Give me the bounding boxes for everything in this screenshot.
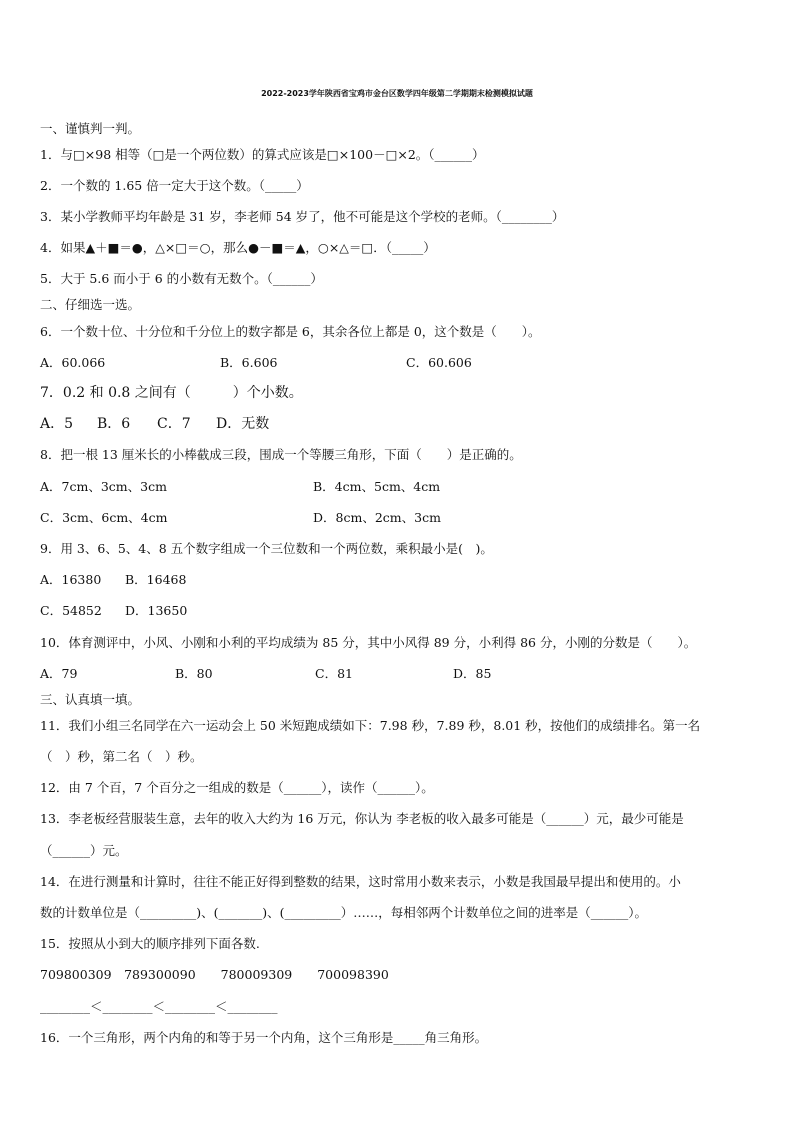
section-1-heading: 一、谨慎判一判。 — [40, 121, 141, 136]
question-1: 1．与□×98 相等（□是一个两位数）的算式应该是□×100－□×2。（______） — [40, 147, 485, 162]
question-8-options-row1 — [40, 479, 780, 495]
option-c[interactable]: C．54852 — [40, 603, 102, 618]
question-9-options-row2 — [40, 603, 780, 619]
question-13: 13．李老板经营服装生意，去年的收入大约为 16 万元，你认为 李老板的收入最多可能是（______）元，最少可能是 — [40, 811, 684, 826]
exam-title: 2022-2023学年陕西省宝鸡市金台区数学四年级第二学期期末检测模拟试题 — [261, 89, 533, 98]
question-7-options — [40, 416, 780, 432]
question-6-options — [40, 355, 780, 371]
option-b[interactable]: B．16468 — [125, 572, 187, 587]
question-10: 10．体育测评中，小风、小刚和小利的平均成绩为 85 分，其中小风得 89 分，小利得 86 分，小刚的分数是（ ）。 — [40, 635, 697, 650]
question-11-continued: （ ）秒，第二名（ ）秒。 — [40, 749, 203, 764]
section-3-heading: 三、认真填一填。 — [40, 692, 141, 707]
option-a[interactable]: A．16380 — [40, 572, 102, 587]
question-10-options — [40, 666, 780, 682]
option-b[interactable]: B．6.606 — [220, 355, 278, 370]
question-14: 14．在进行测量和计算时，往往不能正好得到整数的结果，这时常用小数来表示，小数是我国最早提出和使用的。小 — [40, 874, 681, 889]
option-d[interactable]: D．85 — [453, 666, 492, 681]
option-b[interactable]: B．6 — [97, 416, 131, 432]
question-15-answer-blanks: ________＜________＜________＜________ — [40, 999, 278, 1014]
question-2: 2．一个数的 1.65 倍一定大于这个数。（_____） — [40, 178, 309, 193]
question-5: 5．大于 5.6 而小于 6 的小数有无数个。（______） — [40, 271, 323, 286]
option-a[interactable]: A．7cm、3cm、3cm — [40, 479, 167, 494]
option-a[interactable]: A．5 — [40, 416, 74, 432]
option-c[interactable]: C．60.606 — [406, 355, 472, 370]
question-9-options-row1 — [40, 572, 780, 588]
question-7: 7．0.2 和 0.8 之间有（ ）个小数。 — [40, 385, 303, 401]
option-d[interactable]: D．13650 — [125, 603, 188, 618]
option-a[interactable]: A．79 — [40, 666, 78, 681]
question-8-options-row2 — [40, 510, 780, 526]
option-c[interactable]: C．7 — [157, 416, 191, 432]
question-3: 3．某小学教师平均年龄是 31 岁，李老师 54 岁了，他不可能是这个学校的老师。（________） — [40, 209, 565, 224]
question-12: 12．由 7 个百，7 个百分之一组成的数是（______），读作（______）。 — [40, 780, 434, 795]
option-d[interactable]: D．无数 — [216, 416, 270, 432]
question-13-continued: （______）元。 — [40, 843, 128, 858]
option-a[interactable]: A．60.066 — [40, 355, 106, 370]
option-d[interactable]: D．8cm、2cm、3cm — [313, 510, 441, 525]
question-11: 11．我们小组三名同学在六一运动会上 50 米短跑成绩如下：7.98 秒，7.89 秒，8.01 秒，按他们的成绩排名。第一名 — [40, 718, 701, 733]
section-2-heading: 二、仔细选一选。 — [40, 297, 141, 312]
option-c[interactable]: C．3cm、6cm、4cm — [40, 510, 168, 525]
question-4: 4．如果▲＋■＝●，△×□＝○，那么●－■＝▲，○×△＝□．（_____） — [40, 240, 436, 255]
option-c[interactable]: C．81 — [315, 666, 353, 681]
question-8: 8．把一根 13 厘米长的小棒截成三段，围成一个等腰三角形，下面（ ）是正确的。 — [40, 447, 522, 462]
question-15: 15．按照从小到大的顺序排列下面各数. — [40, 936, 260, 951]
option-b[interactable]: B．4cm、5cm、4cm — [313, 479, 441, 494]
question-16: 16．一个三角形，两个内角的和等于另一个内角，这个三角形是_____角三角形。 — [40, 1030, 488, 1045]
question-14-continued: 数的计数单位是（_________)、(_______)、(_________）……，每相邻两个计数单位之间的进率是（______）。 — [40, 905, 648, 920]
question-15-numbers: 709800309 789300090 780009309 700098390 — [40, 967, 389, 982]
question-9: 9．用 3、6、5、4、8 五个数字组成一个三位数和一个两位数，乘积最小是( )。 — [40, 541, 493, 556]
question-6: 6．一个数十位、十分位和千分位上的数字都是 6，其余各位上都是 0，这个数是（ ）。 — [40, 324, 541, 339]
option-b[interactable]: B．80 — [175, 666, 213, 681]
